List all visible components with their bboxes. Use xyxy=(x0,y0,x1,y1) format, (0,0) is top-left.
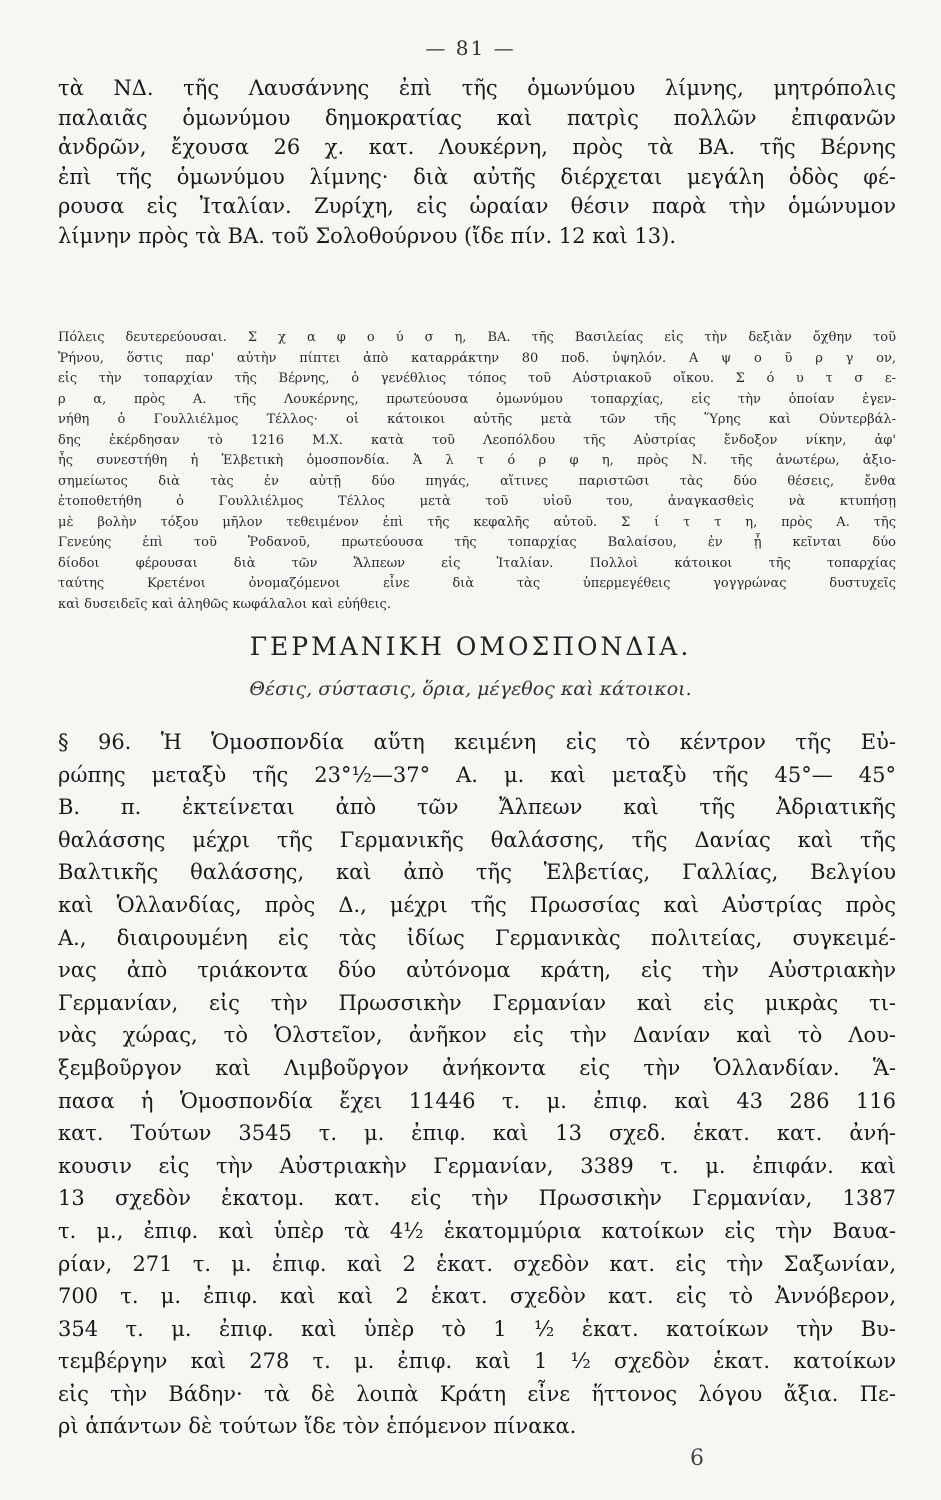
small-text-line: νήθη ὁ Γουλλιέλμος Τέλλος· οἱ κάτοικοι αὐτῆς μετὰ τῶν τῆς Ὕρης καὶ Οὐντερβάλ- xyxy=(58,412,896,427)
text-line: θαλάσσης μέχρι τῆς Γερμανικῆς θαλάσσης, τῆς Δανίας καὶ τῆς xyxy=(58,827,896,852)
small-text-line: ταύτης Κρετένοι ὀνομαζόμενοι εἶνε διὰ τὰς ὑπερμεγέθεις γογγρώνας δυστυχεῖς xyxy=(58,576,896,591)
small-text-line: ἧς συνεστήθη ἡ Ἑλβετικὴ ὁμοσπονδία. Ἀ λ τ ό ρ φ η, πρὸς Ν. τῆς ἀνωτέρω, ἀξιο- xyxy=(58,453,896,468)
section-subtitle: Θέσις, σύστασις, ὅρια, μέγεθος καὶ κάτοικοι. xyxy=(249,678,692,700)
secondary-cities-paragraph xyxy=(58,328,896,615)
main-paragraph xyxy=(58,726,896,1443)
text-line: § 96. Ἡ Ὁμοσπονδία αὕτη κειμένη εἰς τὸ κέντρον τῆς Εὐ- xyxy=(58,730,896,754)
text-line: 700 τ. μ. ἐπιφ. καὶ καὶ 2 ἑκατ. σχεδὸν κατ. εἰς τὸ Ἀννόβερον, xyxy=(58,1284,896,1309)
text-line: κουσιν εἰς τὴν Αὐστριακὴν Γερμανίαν, 3389 τ. μ. ἐπιφάν. καὶ xyxy=(58,1153,896,1178)
text-line: λίμνην πρὸς τὰ ΒΑ. τοῦ Σολοθούρνου (ἴδε πίν. 12 καὶ 13). xyxy=(58,223,677,248)
text-line: ρώπης μεταξὺ τῆς 23°½—37° Α. μ. καὶ μεταξὺ τῆς 45°— 45° xyxy=(58,762,896,787)
printer-signature-mark: 6 xyxy=(690,1446,704,1471)
text-line: πασα ἡ Ὁμοσπονδία ἔχει 11446 τ. μ. ἐπιφ. καὶ 43 286 116 xyxy=(58,1088,896,1113)
text-line: ἀνδρῶν, ἔχουσα 26 χ. κατ. Λουκέρνη, πρὸς τὰ ΒΑ. τῆς Βέρνης xyxy=(58,135,896,159)
text-line: Α., διαιρουμένη εἰς τὰς ἰδίως Γερμανικὰς πολιτείας, συγκειμέ- xyxy=(58,925,896,950)
section-title: ΓΕΡΜΑΝΙΚΗ ΟΜΟΣΠΟΝΔΙΑ. xyxy=(249,632,692,661)
small-text-line: δίοδοι φέρουσαι διὰ τῶν Ἄλπεων εἰς Ἰταλίαν. Πολλοὶ κάτοικοι τῆς τοπαρχίας xyxy=(58,555,896,571)
text-line: 13 σχεδὸν ἑκατομ. κατ. εἰς τὴν Πρωσσικὴν Γερμανίαν, 1387 xyxy=(58,1186,896,1211)
small-text-line: σημείωτος διὰ τὰς ἐν αὐτῇ δύο πηγάς, αἵτινες παριστῶσι τὰς δύο θέσεις, ἔνθα xyxy=(58,473,896,489)
small-text-line: Πόλεις δευτερεύουσαι. Σ χ α φ ο ύ σ η, ΒΑ. τῆς Βασιλείας εἰς τὴν δεξιὰν ὄχθην τοῦ xyxy=(58,330,896,345)
small-text-line: Ῥήνου, ὅστις παρ' αὐτὴν πίπτει ἀπὸ καταρράκτην 80 ποδ. ὑψηλόν. Α ψ ο ῦ ρ γ ον, xyxy=(58,350,896,366)
text-line: εἰς τὴν Βάδην· τὰ δὲ λοιπὰ Κράτη εἶνε ἥττονος λόγου ἄξια. Πε- xyxy=(58,1381,896,1406)
text-line: ξεμβοῦργον καὶ Λιμβοῦργον ἀνήκοντα εἰς τὴν Ὁλλανδίαν. Ἅ- xyxy=(58,1055,896,1080)
text-line: 354 τ. μ. ἐπιφ. καὶ ὑπὲρ τὸ 1 ½ ἑκατ. κατοίκων τὴν Βυ- xyxy=(58,1316,896,1341)
small-text-line: μὲ βολὴν τόξου μῆλον τεθειμένον ἐπὶ τῆς κεφαλῆς αὐτοῦ. Σ ί τ τ η, πρὸς Α. τῆς xyxy=(58,514,896,530)
small-text-line: δης ἐκέρδησαν τὸ 1216 Μ.Χ. κατὰ τοῦ Λεοπόλδου τῆς Αὐστρίας ἔνδοξον νίκην, ἀφ' xyxy=(58,432,896,448)
page-number: — 81 — xyxy=(425,36,516,60)
intro-paragraph xyxy=(58,74,896,251)
text-line: καὶ Ὁλλανδίας, πρὸς Δ., μέχρι τῆς Πρωσσίας καὶ Αὐστρίας πρὸς xyxy=(58,892,896,917)
text-line: Β. π. ἐκτείνεται ἀπὸ τῶν Ἄλπεων καὶ τῆς Ἀδριατικῆς xyxy=(58,795,896,820)
small-text-line: καὶ δυσειδεῖς καὶ ἀληθῶς κωφάλαλοι καὶ εὐήθεις. xyxy=(58,596,391,612)
text-line: κατ. Τούτων 3545 τ. μ. ἐπιφ. καὶ 13 σχεδ. ἑκατ. κατ. ἀνή- xyxy=(58,1121,896,1146)
text-line: τὰ ΝΔ. τῆς Λαυσάννης ἐπὶ τῆς ὁμωνύμου λίμνης, μητρόπολις xyxy=(58,76,896,100)
small-text-line: ρ α, πρὸς Α. τῆς Λουκέρνης, πρωτεύουσα ὁμωνύμου τοπαρχίας, εἰς τὴν ὁποίαν ἐγεν- xyxy=(58,391,896,407)
text-line: τεμβέργην καὶ 278 τ. μ. ἐπιφ. καὶ 1 ½ σχεδὸν ἑκατ. κατοίκων xyxy=(58,1349,896,1374)
text-line: ρουσα εἰς Ἰταλίαν. Ζυρίχη, εἰς ὡραίαν θέσιν παρὰ τὴν ὁμώνυμον xyxy=(58,194,896,218)
text-line: ρίαν, 271 τ. μ. ἐπιφ. καὶ 2 ἑκατ. σχεδὸν κατ. εἰς τὴν Σαξωνίαν, xyxy=(58,1251,896,1276)
text-line: νας ἀπὸ τριάκοντα δύο αὐτόνομα κράτη, εἰς τὴν Αὐστριακὴν xyxy=(58,958,896,983)
text-line: νὰς χώρας, τὸ Ὁλστεῖον, ἀνῆκον εἰς τὴν Δανίαν καὶ τὸ Λου- xyxy=(58,1023,896,1048)
text-line: παλαιᾶς ὁμωνύμου δημοκρατίας καὶ πατρὶς πολλῶν ἐπιφανῶν xyxy=(58,105,896,130)
text-line: τ. μ., ἐπιφ. καὶ ὑπὲρ τὰ 4½ ἑκατομμύρια κατοίκων εἰς τὴν Βαυα- xyxy=(58,1218,896,1243)
small-text-line: εἰς τὴν τοπαρχίαν τῆς Βέρνης, ὁ γενέθλιος τόπος τοῦ Αὐστριακοῦ οἴκου. Σ ό υ τ σ ε- xyxy=(58,371,896,386)
text-line: Βαλτικῆς θαλάσσης, καὶ ἀπὸ τῆς Ἑλβετίας, Γαλλίας, Βελγίου xyxy=(58,860,896,885)
text-line: ἐπὶ τῆς ὁμωνύμου λίμνης· διὰ αὐτῆς διέρχεται μεγάλη ὁδὸς φέ- xyxy=(58,164,896,189)
text-line: Γερμανίαν, εἰς τὴν Πρωσσικὴν Γερμανίαν καὶ εἰς μικρὰς τι- xyxy=(58,990,896,1015)
small-text-line: Γενεύης ἐπὶ τοῦ Ῥοδανοῦ, πρωτεύουσα τῆς τοπαρχίας Βαλαίσου, ἐν ᾗ κεῖνται δύο xyxy=(58,535,896,550)
small-text-line: ἐτοποθετήθη ὁ Γουλλιέλμος Τέλλος μετὰ τοῦ υἱοῦ του, ἀναγκασθεὶς νὰ κτυπήσῃ xyxy=(58,494,896,509)
text-line: ρὶ ἁπάντων δὲ τούτων ἴδε τὸν ἑπόμενον πίνακα. xyxy=(58,1414,577,1439)
